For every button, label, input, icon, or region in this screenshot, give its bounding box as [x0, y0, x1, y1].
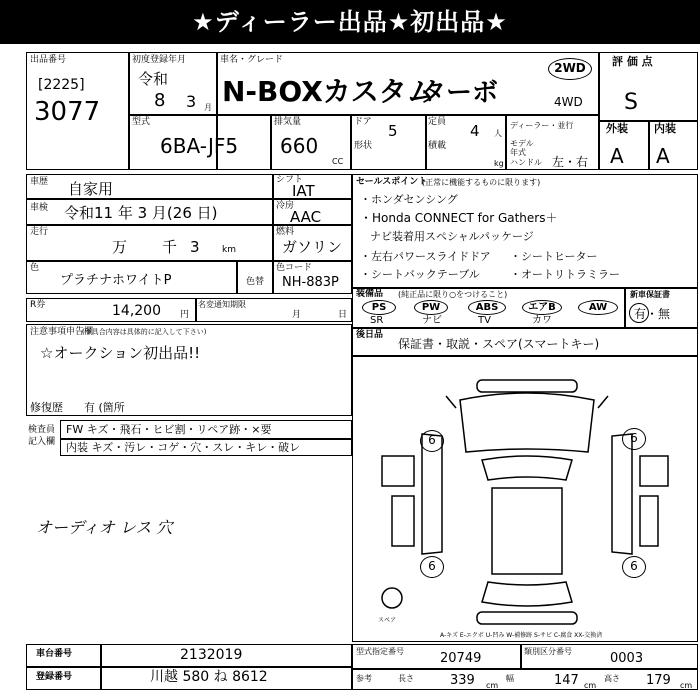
inspector-row-interior: 内装 キズ・汚レ・コゲ・穴・スレ・キレ・破レ — [66, 441, 301, 454]
fuel-label: 燃料 — [276, 227, 295, 237]
width-value: 147 — [554, 673, 579, 688]
sales-point-item: ・ホンダセンシング — [360, 193, 458, 206]
exterior-label: 外装 — [606, 122, 628, 135]
handle-label: ハンドル — [510, 158, 542, 167]
repair-value: 有 (箇所 — [84, 401, 125, 414]
spare-label: スペア — [378, 617, 397, 624]
car-grade: ターボ — [420, 78, 499, 108]
model-label: 型式 — [132, 117, 151, 127]
interior-label: 内装 — [654, 122, 676, 135]
recycle-label: R券 — [30, 300, 46, 310]
sales-points-sub: (正常に機能するものに限ります) — [422, 178, 541, 187]
rating-value: S — [624, 90, 638, 115]
equipment-airbag: エアB — [522, 300, 562, 315]
lot-bracket: [2225] — [38, 77, 85, 93]
damage-mark: 6 — [420, 556, 444, 578]
dealer-label: ディーラー・並行 — [510, 121, 574, 130]
banner-title: ★ディーラー出品★初出品★ — [0, 0, 700, 44]
warranty-circle — [629, 303, 649, 323]
equipment-tv: TV — [478, 315, 491, 326]
inspector-row-exterior: FW キズ・飛石・ヒビ割・リペア跡・×要 — [66, 423, 272, 436]
damage-mark: 6 — [622, 428, 646, 450]
sales-point-item: ・シートバックテーブル — [360, 268, 480, 281]
equipment-label: 装備品 — [356, 289, 384, 299]
color-code-value: NH-883P — [282, 275, 339, 290]
inspection-value: 令和11 年 3 月(26 日) — [64, 204, 218, 222]
mileage-label: 走行 — [30, 227, 49, 237]
first-reg-month: 3 — [186, 92, 197, 111]
ac-label: 冷房 — [276, 201, 295, 211]
damage-mark: 6 — [622, 556, 646, 578]
sales-point-item: ・オートリトラミラー — [510, 268, 620, 281]
capacity-value: 4 — [470, 122, 480, 140]
color-change-label: 色替 — [246, 277, 265, 287]
model-code-label: 型式指定番号 — [356, 647, 404, 656]
first-reg-month-unit: 月 — [204, 103, 212, 112]
history-label: 車歴 — [30, 177, 49, 187]
sales-point-item: ・シートヒーター — [510, 250, 598, 263]
interior-grade: A — [656, 144, 670, 168]
car-name-label: 車名・グレード — [220, 55, 284, 65]
sales-point-item: ナビ装着用スペシャルパッケージ — [370, 230, 534, 243]
equipment-abs: ABS — [468, 300, 506, 315]
inspector-label: 検査員 — [28, 425, 56, 435]
car-name: N-BOXカスタム — [222, 75, 435, 108]
shift-value: IAT — [292, 182, 315, 200]
length-value: 339 — [450, 673, 475, 688]
door-value: 5 — [388, 122, 398, 140]
handwritten-note: オーディオ レス 穴 — [36, 518, 173, 537]
handle-value: 左・右 — [552, 155, 589, 169]
registration-number: 川越 580 ね 8612 — [150, 669, 268, 685]
cc-unit: CC — [332, 157, 344, 166]
drive-2wd-circled: 2WD — [548, 58, 592, 80]
registration-label: 登録番号 — [36, 672, 73, 682]
capacity-label: 定員 — [428, 117, 447, 127]
equipment-ps: PS — [362, 300, 396, 315]
first-reg-year: 8 — [154, 90, 166, 111]
first-reg-era: 令和 — [138, 70, 169, 88]
model-value: 6BA-JF5 — [160, 134, 239, 158]
model-sub-label: モデル — [510, 139, 534, 148]
color-code-label: 色コード — [276, 263, 313, 273]
color-label: 色 — [30, 263, 40, 273]
lot-no-label: 出品番号 — [30, 55, 67, 65]
ac-value: AAC — [290, 208, 322, 226]
repair-label: 修復歴 — [30, 401, 63, 414]
warranty-label: 新車保証書 — [630, 290, 670, 299]
mileage-man: 万 — [112, 238, 128, 256]
persons-unit: 人 — [494, 129, 502, 138]
equipment-sr: SR — [370, 315, 384, 326]
fuel-value: ガソリン — [282, 238, 343, 256]
exterior-grade: A — [610, 144, 624, 168]
height-unit: cm — [680, 681, 693, 690]
recycle-amount: 14,200 — [112, 303, 161, 319]
length-label: 長さ — [398, 674, 414, 683]
model-code-value: 20749 — [440, 651, 482, 666]
notes-text: ☆オークション初出品!! — [40, 344, 201, 362]
width-label: 幅 — [506, 674, 514, 683]
class-code-value: 0003 — [610, 651, 644, 666]
equipment-navi: ナビ — [422, 315, 442, 326]
sales-point-item: ・Honda CONNECT for Gathers＋ — [360, 211, 558, 225]
shift-label: シフト — [276, 175, 304, 185]
damage-legend: A-キズ E-エクボ U-凹み W-補修跡 S-サビ C-腐食 XX-交換済 — [440, 632, 603, 639]
notes-label: 注意事項申告欄 — [30, 327, 94, 337]
load-label: 積載 — [428, 141, 447, 151]
post-items-text: 保証書・取説・スペア(スマートキー) — [398, 337, 600, 351]
door-label: ドア — [354, 117, 372, 127]
mileage-sen: 千 — [162, 238, 178, 256]
length-unit: cm — [486, 681, 499, 690]
height-value: 179 — [646, 673, 671, 688]
sales-points-label: セールスポイント — [356, 177, 428, 187]
damage-mark: 6 — [420, 430, 444, 452]
displacement-label: 排気量 — [274, 117, 302, 127]
km-unit: km — [222, 245, 236, 255]
rating-label: 評 価 点 — [612, 55, 653, 68]
sales-point-item: ・左右パワースライドドア — [360, 250, 491, 263]
equipment-aw: AW — [578, 300, 618, 315]
color-value: プラチナホワイトP — [60, 273, 172, 288]
height-label: 高さ — [604, 674, 620, 683]
equipment-pw: PW — [414, 300, 448, 315]
width-unit: cm — [584, 681, 597, 690]
notice-month: 月 — [292, 310, 302, 320]
equipment-sub: (純正品に限り○をつけること) — [398, 290, 508, 299]
class-code-label: 類別区分番号 — [524, 647, 572, 656]
lot-number: 3077 — [34, 97, 101, 127]
notice-deadline-label: 名変通知期限 — [198, 300, 246, 309]
post-items-label: 後日品 — [356, 330, 384, 340]
drive-4wd: 4WD — [554, 95, 583, 109]
shape-label: 形状 — [354, 141, 373, 151]
car-diagram — [352, 356, 698, 642]
equipment-leather: カワ — [532, 315, 552, 326]
warranty-value: 有・無 — [634, 307, 671, 321]
inspection-label: 車検 — [30, 203, 49, 213]
first-reg-label: 初度登録年月 — [132, 55, 187, 65]
inspector-entry-label: 記入欄 — [28, 437, 56, 447]
reference-label: 参考 — [356, 674, 372, 683]
recycle-yen: 円 — [180, 310, 190, 320]
year-label: 年式 — [510, 148, 526, 157]
mileage-value: 3 — [190, 238, 200, 256]
notes-block — [26, 324, 352, 416]
history-value: 自家用 — [68, 180, 114, 198]
chassis-number: 2132019 — [180, 647, 243, 663]
notice-day: 日 — [338, 310, 348, 320]
displacement-value: 660 — [280, 134, 319, 158]
kg-unit: kg — [494, 159, 504, 168]
chassis-label: 車台番号 — [36, 649, 73, 659]
notes-sub-label: (不具合内容は具体的に記入して下さい) — [82, 328, 207, 336]
